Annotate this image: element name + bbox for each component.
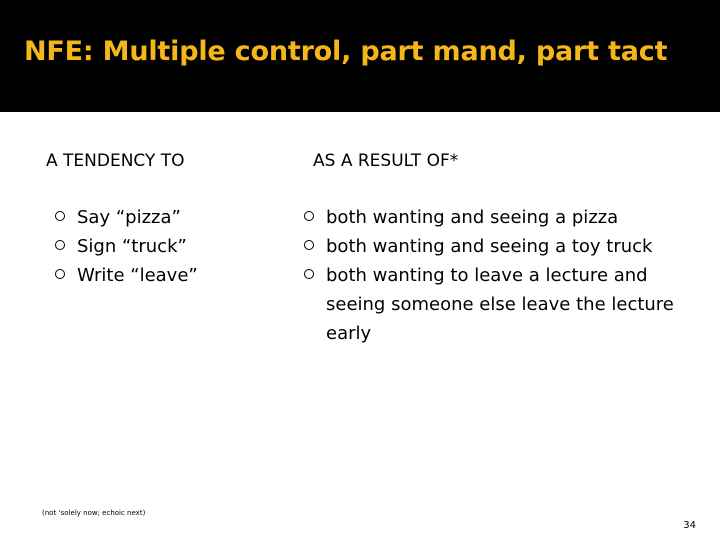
list-item <box>55 232 255 261</box>
slide-title: NFE: Multiple control, part mand, part tact <box>24 36 668 67</box>
list-item-text: Say “pizza” <box>77 207 181 228</box>
list-item-text: Sign “truck” <box>77 236 187 257</box>
list-item <box>55 203 255 232</box>
list-item <box>304 261 704 348</box>
left-column-header: A TENDENCY TO <box>46 151 185 171</box>
circle-bullet-icon <box>55 211 65 221</box>
title-bar <box>0 0 720 112</box>
left-bullet-list <box>55 203 255 290</box>
circle-bullet-icon <box>55 240 65 250</box>
right-bullet-list <box>304 203 704 348</box>
circle-bullet-icon <box>304 269 314 279</box>
list-item-text: both wanting and seeing a toy truck <box>326 236 653 257</box>
list-item-text: both wanting and seeing a pizza <box>326 207 619 228</box>
list-item <box>304 203 704 232</box>
right-column-header: AS A RESULT OF* <box>313 151 459 171</box>
circle-bullet-icon <box>55 269 65 279</box>
list-item <box>55 261 255 290</box>
page-number: 34 <box>683 520 696 531</box>
circle-bullet-icon <box>304 240 314 250</box>
list-item <box>304 232 704 261</box>
footnote: (not ‘solely now; echoic next) <box>42 509 146 517</box>
list-item-text: Write “leave” <box>77 265 198 286</box>
list-item-text: both wanting to leave a lecture and seeing someone else leave the lecture early <box>326 265 674 344</box>
circle-bullet-icon <box>304 211 314 221</box>
